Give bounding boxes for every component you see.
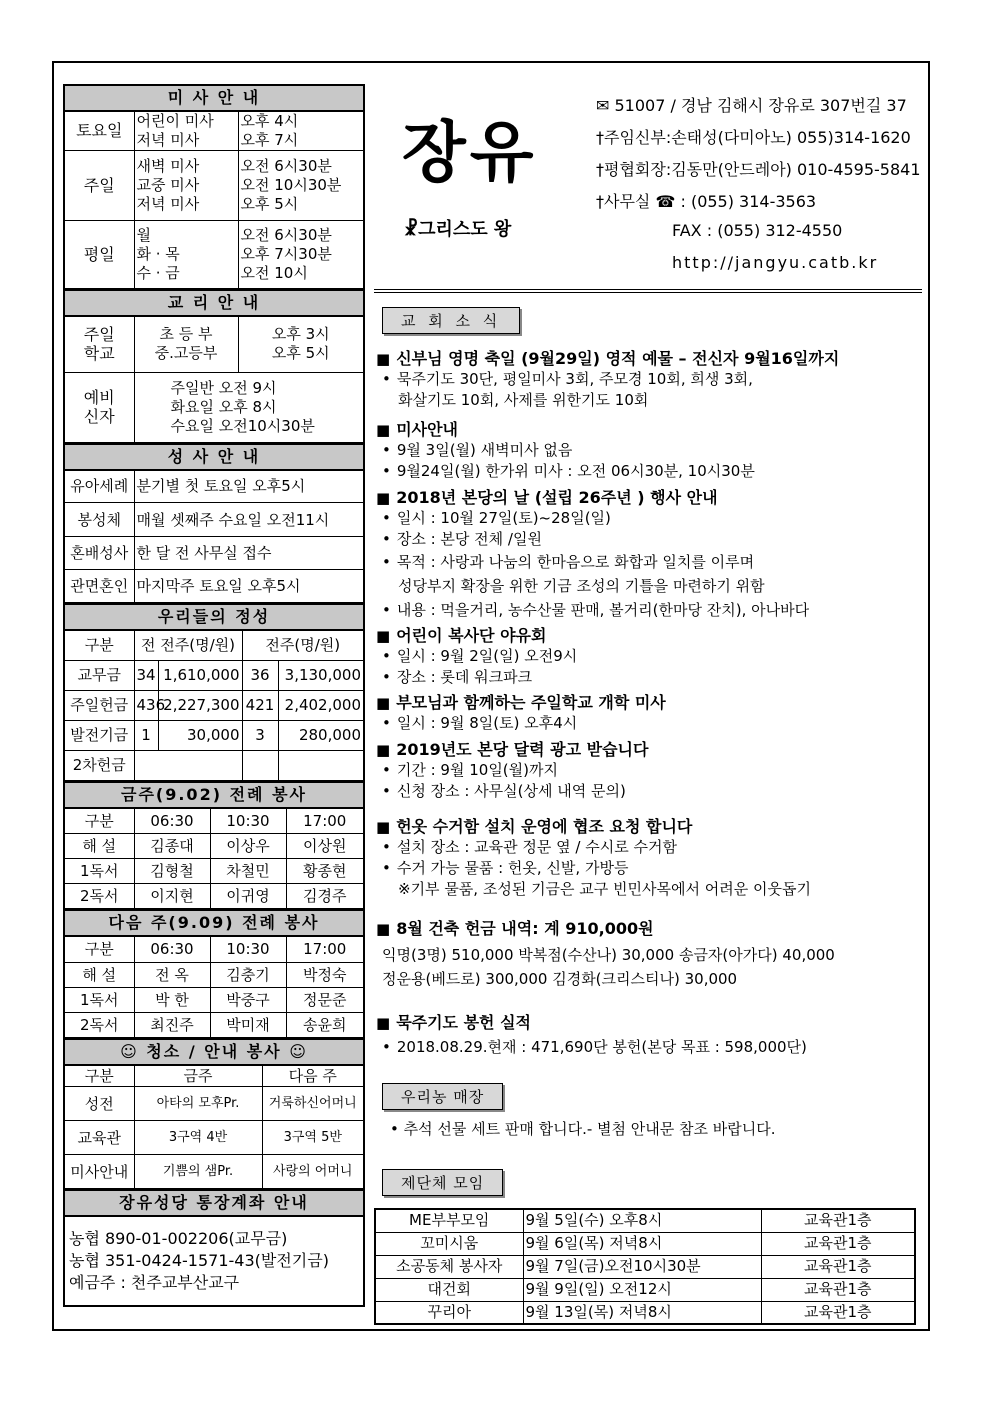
mass-items (134, 221, 238, 289)
cleaning-group: 아타의 모후Pr. (134, 1087, 262, 1121)
meetings-tag: 제단체 모임 (382, 1169, 503, 1196)
fax: FAX : (055) 312-4550 (672, 221, 843, 240)
sacrament-row (64, 470, 364, 503)
sunday-school-label (64, 316, 134, 372)
bulletin-page (52, 61, 930, 1331)
offering-col-header: 구분 (64, 630, 134, 660)
doctrine-row (64, 372, 364, 442)
time: 화요일 오후 8시 (170, 397, 277, 416)
sacraments-table (63, 443, 365, 604)
doctrine-table (63, 289, 365, 443)
mass-times (238, 221, 364, 289)
offering-count: 3 (242, 720, 278, 750)
sacrament-text: 매월 셋째주 수요일 오전11시 (134, 503, 364, 537)
news-line: • 묵주기도 30단, 평일미사 3회, 주모경 10회, 희생 3회, (376, 369, 924, 390)
sacrament-text: 한 달 전 사무실 접수 (134, 537, 364, 570)
sacrament-text: 분기별 첫 토요일 오후5시 (134, 470, 364, 503)
mass-time: 오전 6시30분 (240, 157, 332, 175)
cleaning-group: 기쁨의 샘Pr. (134, 1155, 262, 1189)
divider (374, 289, 922, 290)
service-person: 이귀영 (210, 884, 286, 909)
service-person: 박 한 (134, 987, 210, 1012)
service-person: 김형철 (134, 859, 210, 884)
meeting-group: 대건회 (375, 1278, 523, 1301)
service-col-header: 10:30 (210, 808, 286, 834)
service-person: 이상우 (210, 834, 286, 859)
offering-amount: 3,130,000 (278, 660, 364, 690)
offering-col-header: 전 전주(명/원) (134, 630, 242, 660)
this-week-title: 금주(9.02) 전례 봉사 (64, 782, 364, 808)
service-person: 김경주 (286, 884, 364, 909)
service-person: 최진주 (134, 1012, 210, 1037)
service-person: 이지현 (134, 884, 210, 909)
service-person: 박정숙 (286, 962, 364, 987)
sunday-school-groups (134, 316, 238, 372)
priest-contact: †주임신부:손태성(다미아노) 055)314-1620 (596, 128, 911, 147)
doctrine-title: 교 리 안 내 (64, 290, 364, 316)
news-line: • 일시 : 9월 2일(일) 오전9시 (376, 646, 924, 667)
mass-time: 오전 10시 (240, 264, 308, 282)
cleaning-title: ☺ 청소 / 안내 봉사 ☺ (64, 1039, 364, 1065)
cleaning-row (64, 1087, 364, 1121)
catechumen-times (134, 372, 364, 442)
news-line: • 9월24일(월) 한가위 미사 : 오전 06시30분, 10시30분 (376, 461, 924, 482)
store-tag: 우리농 매장 (382, 1083, 503, 1110)
offering-title: 우리들의 정성 (64, 604, 364, 630)
news-heading: ■ 미사안내 (376, 420, 924, 440)
news-tag: 교 회 소 식 (382, 307, 520, 334)
service-col-header: 17:00 (286, 808, 364, 834)
office-phone: †사무실 ☎ : (055) 314-3563 (596, 192, 817, 211)
group: 초 등 부 (159, 325, 213, 344)
sacrament-label: 유아세례 (64, 470, 134, 503)
label-line: 학교 (83, 344, 115, 364)
offering-header (64, 630, 364, 660)
cleaning-header (64, 1065, 364, 1087)
meeting-place: 교육관1층 (761, 1232, 915, 1255)
mass-row (64, 111, 364, 151)
service-person: 정문준 (286, 987, 364, 1012)
news-section (376, 817, 924, 900)
news-heading: ■ 어린이 복사단 야유회 (376, 626, 924, 646)
meeting-place: 교육관1층 (761, 1278, 915, 1301)
offering-amount: 30,000 (158, 720, 242, 750)
account-table (63, 1189, 365, 1307)
account-row (64, 1216, 364, 1306)
meeting-time: 9월 7일(금)오전10시30분 (523, 1255, 761, 1278)
mail-icon: ✉ (596, 96, 615, 115)
service-col-header: 17:00 (286, 936, 364, 962)
sacrament-row (64, 570, 364, 603)
offering-row (64, 720, 364, 750)
news-section (376, 420, 924, 482)
mass-item: 저녁 미사 (136, 131, 200, 149)
news-section (376, 1013, 924, 1058)
cleaning-place: 미사안내 (64, 1155, 134, 1189)
meeting-row (375, 1278, 915, 1301)
cleaning-row (64, 1121, 364, 1155)
address (596, 93, 907, 116)
news-heading: ■ 헌옷 수거함 설치 운영에 협조 요청 합니다 (376, 817, 924, 837)
mass-times (238, 151, 364, 221)
cleaning-group: 3구역 5반 (262, 1121, 364, 1155)
cleaning-group: 3구역 4반 (134, 1121, 262, 1155)
news-heading: ■ 2019년도 본당 달력 광고 받습니다 (376, 740, 924, 760)
news-line: • 기간 : 9월 10일(월)까지 (376, 760, 924, 781)
news-heading: ■ 신부님 영명 축일 (9월29일) 영적 예물 – 전신자 9월16일까지 (376, 349, 924, 369)
service-row (64, 834, 364, 859)
mass-items (134, 111, 238, 151)
catechumen-label (64, 372, 134, 442)
cleaning-table (63, 1038, 365, 1190)
offering-count: 36 (242, 660, 278, 690)
news-section (376, 626, 924, 688)
service-col-header: 10:30 (210, 936, 286, 962)
sacrament-label: 봉성체 (64, 503, 134, 537)
meeting-place: 교육관1층 (761, 1301, 915, 1324)
service-row (64, 1012, 364, 1037)
news-line: 성당부지 확장을 위한 기금 조성의 기틀을 마련하기 위함 (398, 577, 765, 595)
service-person: 김충기 (210, 962, 286, 987)
time: 오후 5시 (271, 344, 330, 363)
meeting-group: 소공동체 봉사자 (375, 1255, 523, 1278)
label-line: 신자 (83, 407, 115, 426)
mass-table (63, 84, 365, 289)
service-person: 송윤희 (286, 1012, 364, 1037)
meeting-place: 교육관1층 (761, 1255, 915, 1278)
service-person: 전 옥 (134, 962, 210, 987)
offering-amount: 280,000 (278, 720, 364, 750)
news-line: • 내용 : 먹을거리, 농수산물 판매, 볼거리(한마당 잔치), 아나바다 (376, 598, 924, 622)
account-title: 장유성당 통장계좌 안내 (64, 1190, 364, 1216)
mass-time: 오후 4시 (240, 112, 299, 130)
offering-amount: 2,227,300 (158, 690, 242, 720)
news-line: • 신청 장소 : 사무실(상세 내역 문의) (376, 781, 924, 802)
news-heading: ■ 8월 건축 헌금 내역: 계 910,000원 (376, 919, 924, 939)
mass-row (64, 151, 364, 221)
label-line: 주일 (83, 325, 115, 345)
mass-title: 미 사 안 내 (64, 85, 364, 111)
parish-name: 장유 (402, 113, 538, 191)
sacrament-text: 마지막주 토요일 오후5시 (134, 570, 364, 603)
meeting-row (375, 1255, 915, 1278)
service-col-header: 구분 (64, 808, 134, 834)
cleaning-place: 교육관 (64, 1121, 134, 1155)
service-person: 이상원 (286, 834, 364, 859)
offering-count: 34 (134, 660, 158, 690)
meeting-place: 교육관1층 (761, 1209, 915, 1232)
cleaning-col-header: 구분 (64, 1065, 134, 1087)
meeting-time: 9월 9일(일) 오전12시 (523, 1278, 761, 1301)
cleaning-col-header: 다음 주 (262, 1065, 364, 1087)
address-text: 51007 / 경남 김해시 장유로 307번길 37 (614, 96, 907, 115)
mass-row (64, 221, 364, 289)
offering-row (64, 660, 364, 690)
news-line: 정운용(베드로) 300,000 김경화(크리스티나) 30,000 (382, 970, 738, 988)
divider (374, 292, 922, 293)
account-lines (64, 1216, 364, 1306)
offering-empty (134, 750, 242, 780)
mass-time: 오전 10시30분 (240, 176, 342, 194)
news-section (376, 693, 924, 734)
meeting-row (375, 1301, 915, 1324)
offering-empty (242, 750, 278, 780)
next-week-title: 다음 주(9.09) 전례 봉사 (64, 910, 364, 936)
news-heading: ■ 2018년 본당의 날 (설립 26주년 ) 행사 안내 (376, 488, 924, 508)
mass-time: 오후 7시 (240, 131, 299, 149)
mass-item: 저녁 미사 (136, 195, 200, 213)
left-column (63, 84, 365, 1307)
news-section (376, 919, 924, 991)
sacrament-row (64, 503, 364, 537)
cleaning-group: 사랑의 어머니 (262, 1155, 364, 1189)
news-line: 화살기도 10회, 사제를 위한기도 10회 (398, 391, 649, 409)
news-line: • 일시 : 9월 8일(토) 오후4시 (376, 713, 924, 734)
offering-col-header: 전주(명/원) (242, 630, 364, 660)
offering-table (63, 603, 365, 781)
account-line: 예금주 : 천주교부산교구 (69, 1273, 240, 1292)
news-heading: ■ 부모님과 함께하는 주일학교 개학 미사 (376, 693, 924, 713)
meeting-time: 9월 13일(목) 저녁8시 (523, 1301, 761, 1324)
sacrament-label: 혼배성사 (64, 537, 134, 570)
offering-count: 1 (134, 720, 158, 750)
service-role: 2독서 (64, 884, 134, 909)
meeting-group: 꾸리아 (375, 1301, 523, 1324)
service-row (64, 884, 364, 909)
news-line: • 장소 : 본당 전체 /일원 (376, 529, 924, 550)
meeting-row (375, 1209, 915, 1232)
sacraments-title: 성 사 안 내 (64, 444, 364, 470)
offering-label: 교무금 (64, 660, 134, 690)
service-person: 차철민 (210, 859, 286, 884)
label-line: 예비 (83, 388, 115, 407)
service-header (64, 808, 364, 834)
offering-amount: 1,610,000 (158, 660, 242, 690)
this-week-table (63, 781, 365, 910)
offering-label: 발전기금 (64, 720, 134, 750)
meeting-row (375, 1232, 915, 1255)
time: 수요일 오전10시30분 (170, 416, 315, 435)
offering-count: 421 (242, 690, 278, 720)
service-row (64, 962, 364, 987)
mass-item: 월 (136, 226, 151, 244)
offering-empty (278, 750, 364, 780)
cleaning-col-header: 금주 (134, 1065, 262, 1087)
meeting-time: 9월 5일(수) 오후8시 (523, 1209, 761, 1232)
mass-item: 수 · 금 (136, 264, 180, 282)
service-col-header: 구분 (64, 936, 134, 962)
account-line: 농협 890-01-002206(교무금) (69, 1229, 288, 1248)
meeting-group: ME부부모임 (375, 1209, 523, 1232)
motto: ☧그리스도 왕 (404, 219, 512, 240)
account-line: 농협 351-0424-1571-43(발전기금) (69, 1251, 329, 1270)
news-line: • 2018.08.29.현재 : 471,690단 봉헌(본당 목표 : 598,000단) (376, 1037, 924, 1058)
right-column (374, 63, 930, 1329)
mass-item: 화 · 목 (136, 245, 180, 263)
mass-time: 오후 7시30분 (240, 245, 332, 263)
sacrament-label: 관면혼인 (64, 570, 134, 603)
news-section (376, 740, 924, 802)
offering-row (64, 750, 364, 780)
offering-row (64, 690, 364, 720)
news-line: 익명(3명) 510,000 박복점(수산나) 30,000 송금자(아가다) 40,000 (382, 946, 835, 964)
service-role: 2독서 (64, 1012, 134, 1037)
mass-time: 오전 6시30분 (240, 226, 332, 244)
news-line: • 장소 : 롯데 워크파크 (376, 667, 924, 688)
news-line: ※기부 물품, 조성된 기금은 교구 빈민사목에서 어려운 이웃돕기 (398, 880, 811, 898)
mass-items (134, 151, 238, 221)
news-line: • 일시 : 10월 27일(토)~28일(일) (376, 508, 924, 529)
meeting-group: 꼬미시움 (375, 1232, 523, 1255)
service-person: 박중구 (210, 987, 286, 1012)
news-section (376, 349, 924, 411)
service-role: 해 설 (64, 962, 134, 987)
mass-item: 새벽 미사 (136, 157, 200, 175)
website-url[interactable]: http://jangyu.catb.kr (672, 253, 879, 272)
news-line: • 목적 : 사랑과 나눔의 한마음으로 화합과 일치를 이루며 (376, 550, 924, 574)
offering-label: 2차헌금 (64, 750, 134, 780)
doctrine-row (64, 316, 364, 372)
mass-label: 평일 (64, 221, 134, 289)
service-person: 황종현 (286, 859, 364, 884)
offering-label: 주일헌금 (64, 690, 134, 720)
chairman-contact: †평협회장:김동만(안드레아) 010-4595-5841 (596, 160, 921, 179)
news-section (376, 488, 924, 622)
service-person: 김종대 (134, 834, 210, 859)
cleaning-group: 거룩하신어머니 (262, 1087, 364, 1121)
mass-item: 어린이 미사 (136, 112, 214, 130)
offering-amount: 2,402,000 (278, 690, 364, 720)
store-line: • 추석 선물 세트 판매 합니다.- 별첨 안내문 참조 바랍니다. (390, 1120, 776, 1138)
mass-label: 주일 (64, 151, 134, 221)
news-line: • 9월 3일(월) 새벽미사 없음 (376, 440, 924, 461)
cleaning-place: 성전 (64, 1087, 134, 1121)
service-row (64, 859, 364, 884)
meeting-time: 9월 6일(목) 저녁8시 (523, 1232, 761, 1255)
offering-count: 436 (134, 690, 158, 720)
meetings-table (374, 1208, 916, 1325)
service-role: 1독서 (64, 987, 134, 1012)
sacrament-row (64, 537, 364, 570)
service-person: 박미재 (210, 1012, 286, 1037)
mass-label: 토요일 (64, 111, 134, 151)
sunday-school-times (238, 316, 364, 372)
store-section (376, 1119, 924, 1140)
service-col-header: 06:30 (134, 808, 210, 834)
news-heading: ■ 묵주기도 봉헌 실적 (376, 1013, 924, 1033)
news-line: • 수거 가능 물품 : 헌옷, 신발, 가방등 (376, 858, 924, 879)
service-role: 1독서 (64, 859, 134, 884)
mass-time: 오후 5시 (240, 195, 299, 213)
service-header (64, 936, 364, 962)
next-week-table (63, 909, 365, 1038)
service-col-header: 06:30 (134, 936, 210, 962)
time: 오후 3시 (271, 325, 330, 344)
mass-item: 교중 미사 (136, 176, 200, 194)
service-role: 해 설 (64, 834, 134, 859)
cleaning-row (64, 1155, 364, 1189)
group: 중.고등부 (154, 344, 218, 363)
service-row (64, 987, 364, 1012)
news-line: • 설치 장소 : 교육관 정문 옆 / 수시로 수거함 (376, 837, 924, 858)
time: 주일반 오전 9시 (170, 378, 277, 397)
mass-times (238, 111, 364, 151)
